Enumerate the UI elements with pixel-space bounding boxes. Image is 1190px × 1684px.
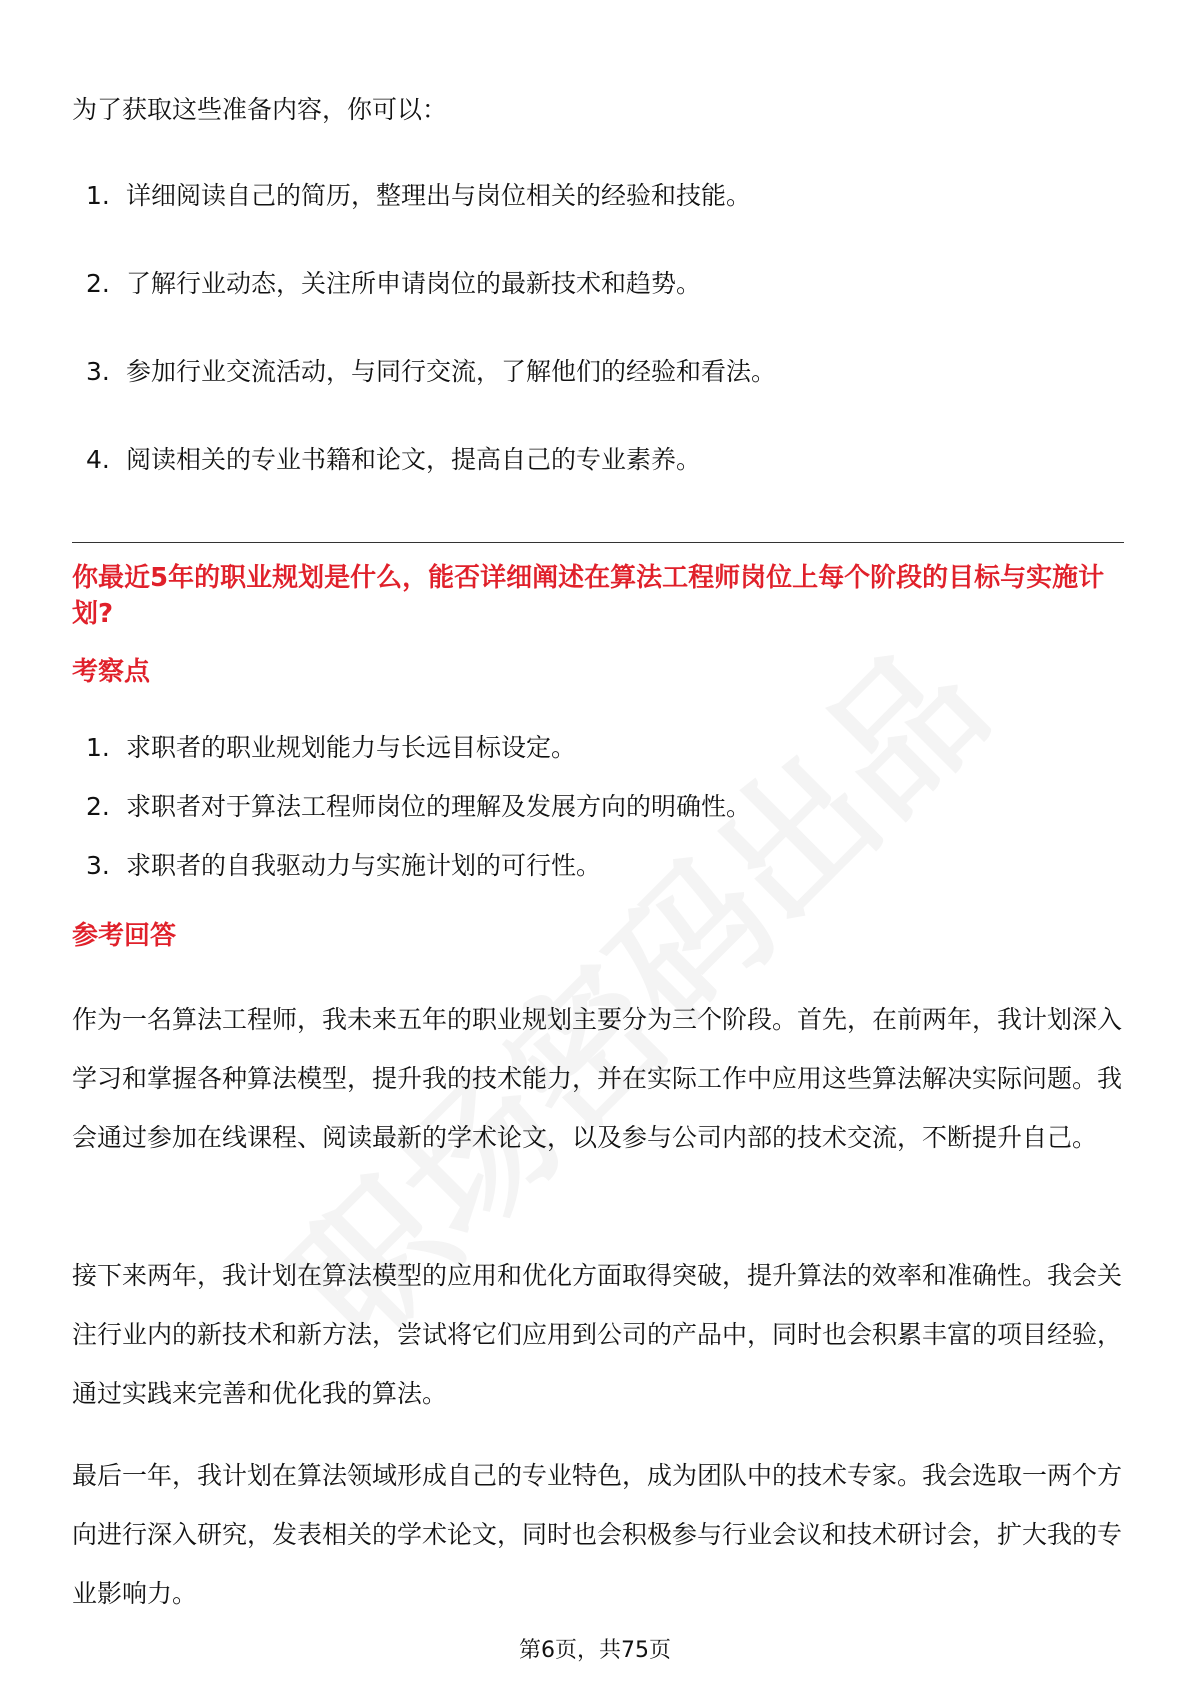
item-text: 参加行业交流活动，与同行交流，了解他们的经验和看法。 [126,357,777,386]
list-item [86,440,1086,480]
list-item [86,846,1086,886]
item-number: 2. [86,269,110,298]
item-number: 3. [86,851,110,880]
question-heading: 你最近5年的职业规划是什么，能否详细阐述在算法工程师岗位上每个阶段的目标与实施计划? [72,563,1105,629]
item-number: 4. [86,445,110,474]
item-text: 求职者的职业规划能力与长远目标设定。 [126,733,577,762]
page-footer: 第6页，共75页 [519,1638,671,1663]
list-item [86,787,1086,827]
section-divider [72,542,1124,543]
list-item [86,352,1086,392]
item-number: 3. [86,357,110,386]
item-number: 1. [86,733,110,762]
item-text: 了解行业动态，关注所申请岗位的最新技术和趋势。 [126,269,702,298]
item-text: 求职者的自我驱动力与实施计划的可行性。 [126,851,602,880]
item-text: 求职者对于算法工程师岗位的理解及发展方向的明确性。 [126,792,752,821]
answer-paragraph: 最后一年，我计划在算法领域形成自己的专业特色，成为团队中的技术专家。我会选取一两个方向进行深入研究，发表相关的学术论文，同时也会积极参与行业会议和技术研讨会，扩大我的专业影响力。 [72,1461,1123,1608]
item-number: 1. [86,181,110,210]
assessment-list [86,728,1086,905]
item-text: 详细阅读自己的简历，整理出与岗位相关的经验和技能。 [126,181,752,210]
answer-paragraph: 接下来两年，我计划在算法模型的应用和优化方面取得突破，提升算法的效率和准确性。我会关注行业内的新技术和新方法，尝试将它们应用到公司的产品中，同时也会积累丰富的项目经验，通过实践来完善和优化我的算法。 [72,1261,1123,1408]
list-item [86,728,1086,768]
item-number: 2. [86,792,110,821]
answer-paragraph: 作为一名算法工程师，我未来五年的职业规划主要分为三个阶段。首先，在前两年，我计划深入学习和掌握各种算法模型，提升我的技术能力，并在实际工作中应用这些算法解决实际问题。我会通过参加在线课程、阅读最新的学术论文，以及参与公司内部的技术交流，不断提升自己。 [72,1005,1123,1152]
list-item [86,264,1086,304]
assessment-heading: 考察点 [72,657,151,687]
list-item [86,176,1086,216]
intro-text: 为了获取这些准备内容，你可以： [72,95,448,124]
prep-list [86,176,1086,528]
item-text: 阅读相关的专业书籍和论文，提高自己的专业素养。 [126,445,702,474]
answer-heading: 参考回答 [72,921,177,951]
